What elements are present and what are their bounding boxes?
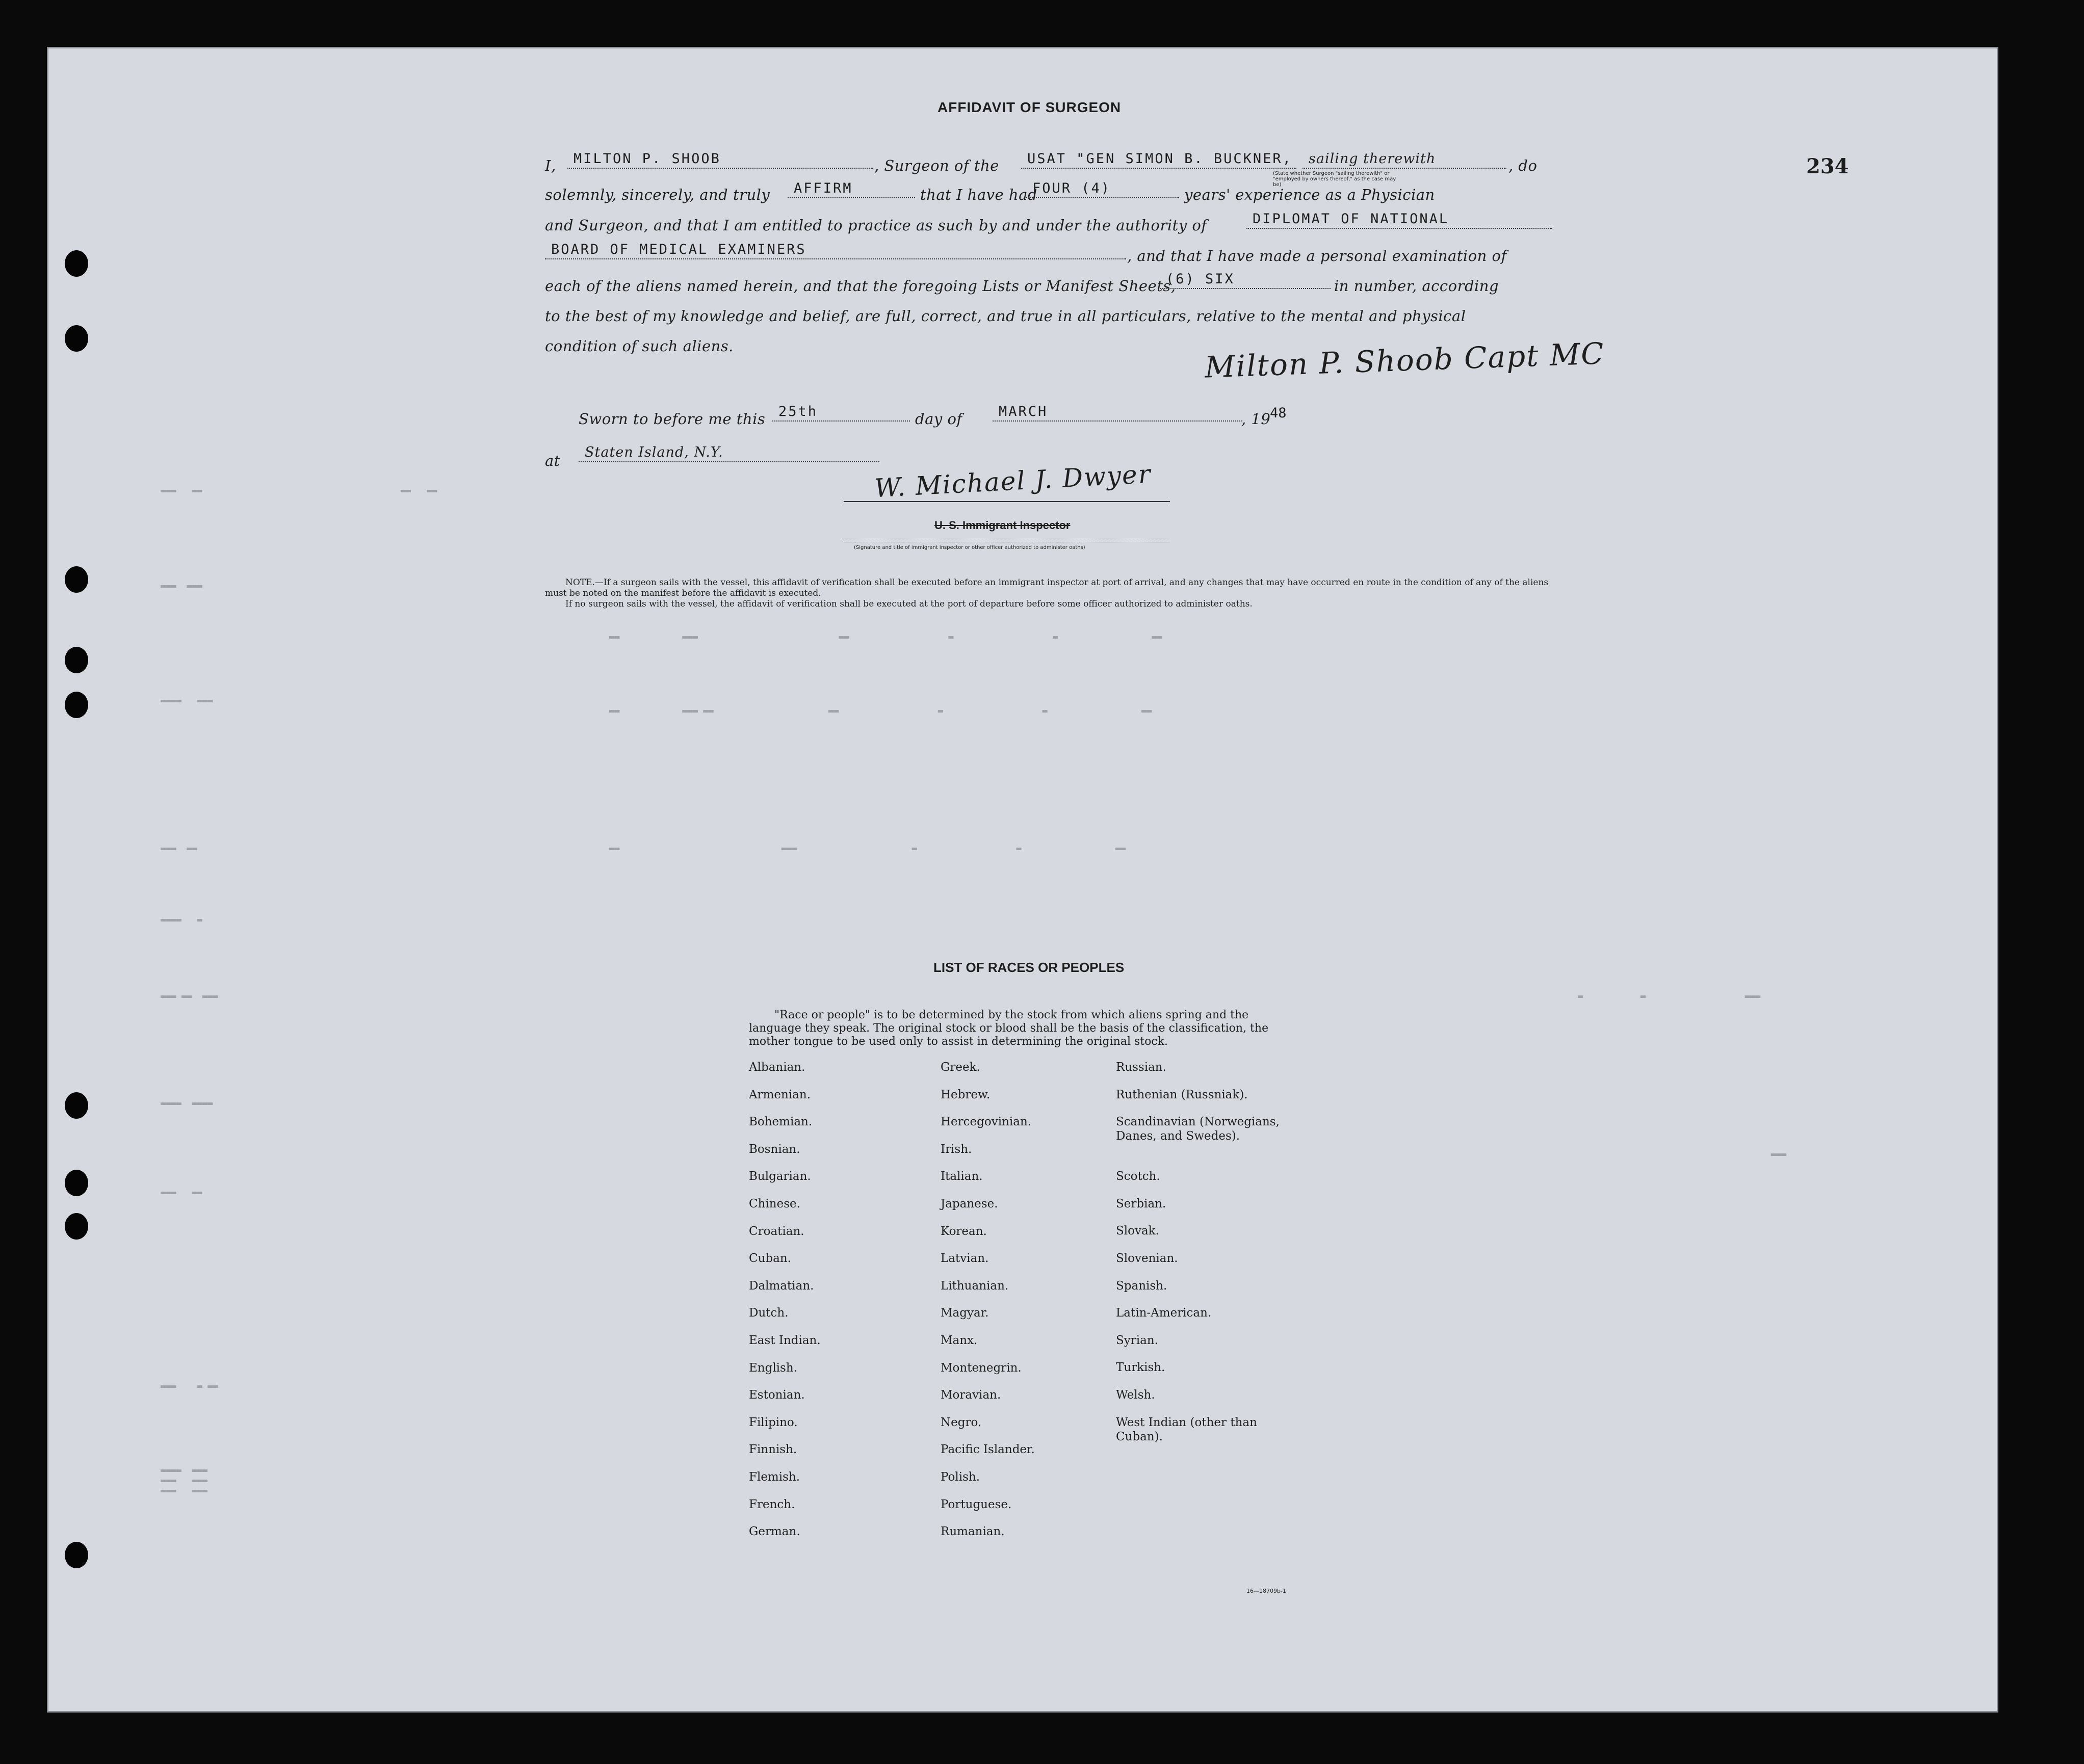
race-item: Greek. — [941, 1061, 980, 1074]
race-item: Slovak. — [1116, 1224, 1159, 1238]
inspector-signature: W. Michael J. Dwyer — [873, 459, 1152, 504]
race-item: Negro. — [941, 1415, 982, 1429]
race-item: Russian. — [1116, 1061, 1166, 1074]
race-item: Hebrew. — [941, 1088, 991, 1101]
sworn-year: 48 — [1270, 405, 1287, 421]
race-item: Irish. — [941, 1142, 972, 1156]
note-paragraph-1: NOTE.—If a surgeon sails with the vessel, this affidavit of verification shall be executed before an immigrant inspector at port of arrival, and any changes that may have occurred en route in the condition of any of the aliens must be noted on the manifest before the affidavit is executed. — [545, 577, 1549, 598]
affidavit-line1-suffix: , do — [1508, 157, 1538, 174]
sheets-count-field: (6) SIX — [1160, 271, 1331, 289]
race-item: Armenian. — [749, 1088, 811, 1101]
race-item: Flemish. — [749, 1470, 800, 1484]
sworn-month-field: MARCH — [993, 403, 1242, 422]
race-item: Pacific Islander. — [941, 1443, 1035, 1457]
race-item: Scotch. — [1116, 1170, 1160, 1183]
race-item: Portuguese. — [941, 1497, 1012, 1511]
binder-hole — [65, 692, 88, 718]
race-item: Bulgarian. — [749, 1170, 811, 1183]
sworn-prefix: Sworn to before me this — [579, 410, 766, 428]
affidavit-line5-prefix: each of the aliens named herein, and that the foregoing Lists or Manifest Sheets, — [545, 277, 1176, 295]
bleed-through-text: ▬▬▬ ▬▬ ▬▬ ▬▬ — [161, 486, 437, 496]
race-item: West Indian (other than Cuban). — [1116, 1415, 1257, 1443]
race-item: Filipino. — [749, 1415, 798, 1429]
note-paragraph-2: If no surgeon sails with the vessel, the affidavit of verification shall be executed at the port of departure before some officer authorized to administer oaths. — [565, 599, 1253, 609]
bleed-through-text: ▬▬ ▬▬▬ ▬ ▬ ▬▬ — [609, 844, 1126, 854]
races-intro: "Race or people" is to be determined by the stock from which aliens spring and the language they speak. The original stock or blood shall be the basis of the classification, the mother tongue to be used only to assist in determining the original stock. — [749, 1009, 1269, 1048]
document-sheet — [47, 47, 1998, 1713]
sailing-status-field: sailing therewith — [1303, 150, 1506, 169]
affidavit-line2-suffix: years' experience as a Physician — [1184, 186, 1435, 203]
race-item: Croatian. — [749, 1224, 804, 1238]
race-item: Chinese. — [749, 1197, 800, 1210]
binder-hole — [65, 1542, 88, 1568]
race-item: Latin-American. — [1116, 1306, 1212, 1320]
affidavit-line3-prefix: and Surgeon, and that I am entitled to practice as such by and under the authority of — [545, 217, 1207, 234]
bleed-through-text: ▬▬▬ ▬▬▬ — [161, 581, 202, 591]
race-item: Magyar. — [941, 1306, 989, 1320]
bleed-through-text: ▬▬▬▬ ▬ — [161, 915, 202, 925]
affidavit-title: AFFIDAVIT OF SURGEON — [937, 99, 1122, 115]
binder-hole — [65, 1092, 88, 1119]
inspector-signature-line — [844, 501, 1170, 502]
race-item: Cuban. — [749, 1252, 791, 1266]
binder-hole — [65, 1213, 88, 1240]
bleed-through-text: ▬▬▬ — [1578, 1149, 1787, 1160]
authority-field-continued: BOARD OF MEDICAL EXAMINERS — [545, 241, 1126, 259]
affidavit-line6: to the best of my knowledge and belief, are full, correct, and true in all particulars, relative to the mental and physical — [545, 307, 1466, 325]
race-item: Lithuanian. — [941, 1279, 1009, 1293]
sworn-mid: day of — [915, 410, 962, 428]
bleed-through-text: ▬▬▬ ▬▬ ▬▬▬ — [161, 991, 218, 1002]
race-item: Montenegrin. — [941, 1361, 1022, 1375]
bleed-through-text: ▬▬▬▬ ▬▬▬ ▬▬▬ ▬▬▬ ▬▬▬ ▬▬▬ — [161, 1465, 208, 1496]
binder-hole — [65, 250, 88, 277]
race-item: Rumanian. — [941, 1525, 1005, 1539]
place-prefix: at — [545, 452, 560, 469]
years-field: FOUR (4) — [1026, 180, 1179, 198]
race-item: Latvian. — [941, 1252, 989, 1266]
race-item: Bohemian. — [749, 1115, 813, 1129]
bleed-through-text: ▬▬▬▬ ▬▬▬▬ — [161, 1098, 213, 1109]
binder-hole — [65, 325, 88, 352]
affidavit-line2-prefix: solemnly, sincerely, and truly — [545, 186, 770, 203]
race-item: Hercegovinian. — [941, 1115, 1032, 1129]
binder-hole — [65, 647, 88, 673]
authority-field: DIPLOMAT OF NATIONAL — [1246, 210, 1552, 229]
place-field: Staten Island, N.Y. — [579, 444, 879, 462]
affidavit-line5-suffix: in number, according — [1334, 277, 1499, 295]
inspector-caption: (Signature and title of immigrant inspector or other officer authorized to administer oaths) — [854, 545, 1085, 550]
race-item: German. — [749, 1525, 800, 1539]
race-item: Spanish. — [1116, 1279, 1167, 1293]
race-item: Ruthenian (Russniak). — [1116, 1088, 1248, 1101]
races-column-2 — [941, 1060, 1035, 1552]
binder-hole — [65, 566, 88, 593]
race-item: Korean. — [941, 1224, 987, 1238]
bleed-through-text: ▬▬ ▬▬▬ ▬▬ ▬ ▬ ▬▬ — [609, 632, 1162, 642]
sworn-year-prefix: , 19 — [1241, 410, 1271, 428]
vessel-name-field: USAT "GEN SIMON B. BUCKNER, — [1021, 150, 1296, 169]
race-item: Moravian. — [941, 1388, 1001, 1402]
sailing-note: (State whether Surgeon "sailing therewith" or "employed by owners thereof," as the case may be) — [1273, 171, 1396, 188]
binder-hole — [65, 1170, 88, 1196]
inspector-title: U. S. Immigrant Inspector — [934, 519, 1071, 532]
race-item: Bosnian. — [749, 1142, 800, 1156]
race-item: Estonian. — [749, 1388, 805, 1402]
bleed-through-text: ▬ ▬ ▬▬▬ — [1578, 991, 1761, 1002]
affidavit-line1: I, — [545, 157, 556, 174]
affidavit-line7: condition of such aliens. — [545, 337, 734, 355]
race-item: Serbian. — [1116, 1197, 1166, 1210]
surgeon-name-field: MILTON P. SHOOB — [567, 150, 873, 169]
race-item: Dutch. — [749, 1306, 789, 1320]
page-number: 234 — [1806, 154, 1849, 178]
oath-field: AFFIRM — [788, 180, 915, 198]
race-item: Manx. — [941, 1333, 978, 1347]
race-item: East Indian. — [749, 1333, 821, 1347]
bleed-through-text: ▬▬▬ ▬▬ — [161, 1188, 202, 1198]
bleed-through-text: ▬▬▬ ▬ ▬▬ — [161, 1381, 218, 1391]
race-item: Dalmatian. — [749, 1279, 814, 1293]
affidavit-line4-suffix: , and that I have made a personal examination of — [1127, 247, 1507, 265]
race-item: Welsh. — [1116, 1388, 1155, 1402]
race-item: Japanese. — [941, 1197, 998, 1210]
bleed-through-text: ▬▬▬ ▬▬ — [161, 844, 197, 854]
affidavit-line2-mid: that I have had — [920, 186, 1037, 203]
races-column-1 — [749, 1060, 821, 1552]
affidavit-line1-mid: , Surgeon of the — [874, 157, 999, 174]
race-item: Italian. — [941, 1170, 983, 1183]
races-title: LIST OF RACES OR PEOPLES — [933, 960, 1125, 975]
race-item: Slovenian. — [1116, 1251, 1178, 1265]
races-column-3 — [1116, 1060, 1289, 1442]
bleed-through-text: ▬▬▬▬ ▬▬▬ — [161, 696, 213, 706]
surgeon-signature: Milton P. Shoob Capt MC — [1204, 336, 1605, 385]
race-item: English. — [749, 1361, 797, 1375]
sworn-day-field: 25th — [772, 403, 910, 422]
race-item: Turkish. — [1116, 1361, 1165, 1375]
race-item: Scandinavian (Norwegians, Danes, and Swedes). — [1116, 1115, 1280, 1143]
race-item: French. — [749, 1497, 795, 1511]
race-item: Albanian. — [749, 1061, 805, 1074]
race-item: Polish. — [941, 1470, 980, 1484]
race-item: Syrian. — [1116, 1333, 1158, 1347]
form-code: 16—18709b-1 — [1246, 1588, 1286, 1594]
race-item: Finnish. — [749, 1443, 797, 1457]
bleed-through-text: ▬▬ ▬▬▬ ▬▬ ▬▬ ▬ ▬ ▬▬ — [609, 706, 1152, 716]
